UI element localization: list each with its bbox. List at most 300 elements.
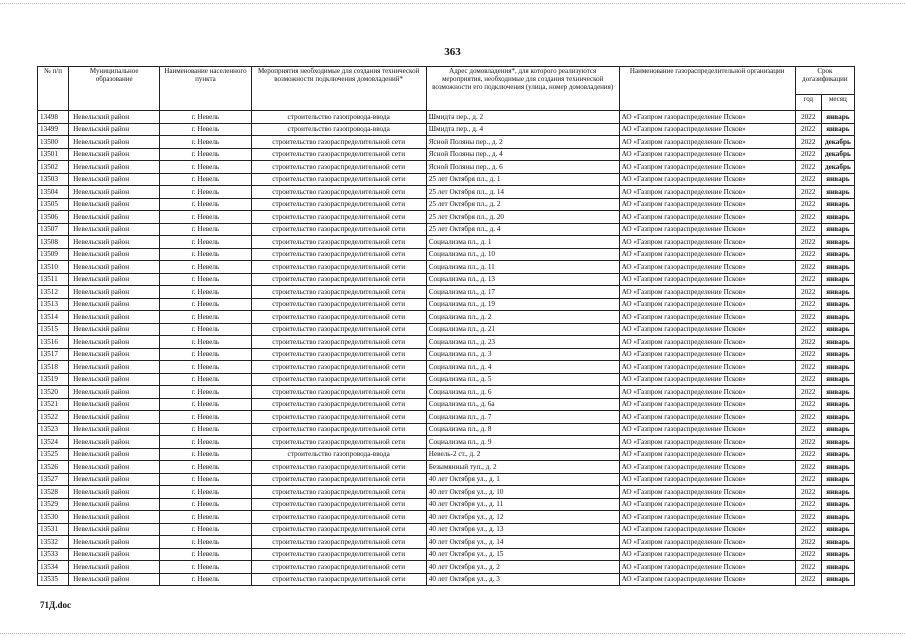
table-row	[38, 498, 855, 511]
row-number: 13532	[38, 536, 69, 549]
table-body	[38, 111, 855, 586]
row-number: 13523	[38, 423, 69, 436]
municipality-cell: Невельский район	[69, 423, 160, 436]
locality-cell: г. Невель	[160, 548, 251, 561]
row-number: 13517	[38, 348, 69, 361]
month-cell: январь	[821, 548, 854, 561]
municipality-cell: Невельский район	[69, 486, 160, 499]
address-cell: Социализма пл., д. 6	[426, 386, 619, 399]
table-row	[38, 361, 855, 374]
measure-cell: строительство газораспределительной сети	[251, 273, 426, 286]
measure-cell: строительство газораспределительной сети	[251, 561, 426, 574]
row-number: 13529	[38, 498, 69, 511]
locality-cell: г. Невель	[160, 286, 251, 299]
organization-cell: АО «Газпром газораспределение Псков»	[619, 411, 795, 424]
organization-cell: АО «Газпром газораспределение Псков»	[619, 311, 795, 324]
organization-cell: АО «Газпром газораспределение Псков»	[619, 136, 795, 149]
locality-cell: г. Невель	[160, 323, 251, 336]
address-cell: 25 лет Октября пл., д. 1	[426, 173, 619, 186]
organization-cell: АО «Газпром газораспределение Псков»	[619, 148, 795, 161]
year-cell: 2022	[795, 498, 821, 511]
locality-cell: г. Невель	[160, 436, 251, 449]
year-cell: 2022	[795, 411, 821, 424]
measure-cell: строительство газораспределительной сети	[251, 261, 426, 274]
locality-cell: г. Невель	[160, 461, 251, 474]
measure-cell: строительство газопровода-ввода	[251, 448, 426, 461]
scan-edge-top	[0, 3, 905, 5]
month-cell: январь	[821, 198, 854, 211]
year-cell: 2022	[795, 336, 821, 349]
row-number: 13516	[38, 336, 69, 349]
organization-cell: АО «Газпром газораспределение Псков»	[619, 448, 795, 461]
measure-cell: строительство газораспределительной сети	[251, 148, 426, 161]
municipality-cell: Невельский район	[69, 323, 160, 336]
month-cell: январь	[821, 173, 854, 186]
municipality-cell: Невельский район	[69, 123, 160, 136]
row-number: 13505	[38, 198, 69, 211]
row-number: 13511	[38, 273, 69, 286]
measure-cell: строительство газораспределительной сети	[251, 498, 426, 511]
measure-cell: строительство газораспределительной сети	[251, 236, 426, 249]
year-cell: 2022	[795, 448, 821, 461]
locality-cell: г. Невель	[160, 173, 251, 186]
table-row	[38, 286, 855, 299]
locality-cell: г. Невель	[160, 573, 251, 586]
month-cell: январь	[821, 211, 854, 224]
measure-cell: строительство газопровода-ввода	[251, 123, 426, 136]
month-cell: январь	[821, 386, 854, 399]
table-row	[38, 561, 855, 574]
table-row	[38, 173, 855, 186]
table-row	[38, 148, 855, 161]
month-cell: январь	[821, 336, 854, 349]
municipality-cell: Невельский район	[69, 548, 160, 561]
organization-cell: АО «Газпром газораспределение Псков»	[619, 536, 795, 549]
month-cell: январь	[821, 248, 854, 261]
row-number: 13533	[38, 548, 69, 561]
year-cell: 2022	[795, 386, 821, 399]
month-cell: январь	[821, 323, 854, 336]
locality-cell: г. Невель	[160, 523, 251, 536]
address-cell: Социализма пл., д. 23	[426, 336, 619, 349]
organization-cell: АО «Газпром газораспределение Псков»	[619, 236, 795, 249]
table-row	[38, 398, 855, 411]
year-cell: 2022	[795, 561, 821, 574]
locality-cell: г. Невель	[160, 423, 251, 436]
measure-cell: строительство газораспределительной сети	[251, 161, 426, 174]
measure-cell: строительство газораспределительной сети	[251, 198, 426, 211]
address-cell: Социализма пл., д. 13	[426, 273, 619, 286]
locality-cell: г. Невель	[160, 198, 251, 211]
locality-cell: г. Невель	[160, 336, 251, 349]
table-row	[38, 273, 855, 286]
locality-cell: г. Невель	[160, 111, 251, 124]
municipality-cell: Невельский район	[69, 173, 160, 186]
table-row	[38, 436, 855, 449]
locality-cell: г. Невель	[160, 361, 251, 374]
organization-cell: АО «Газпром газораспределение Псков»	[619, 461, 795, 474]
municipality-cell: Невельский район	[69, 411, 160, 424]
measure-cell: строительство газораспределительной сети	[251, 323, 426, 336]
header-org: Наименование газораспределительной организации	[619, 67, 795, 111]
month-cell: январь	[821, 448, 854, 461]
row-number: 13509	[38, 248, 69, 261]
locality-cell: г. Невель	[160, 311, 251, 324]
table-row	[38, 211, 855, 224]
municipality-cell: Невельский район	[69, 523, 160, 536]
row-number: 13520	[38, 386, 69, 399]
locality-cell: г. Невель	[160, 223, 251, 236]
row-number: 13508	[38, 236, 69, 249]
locality-cell: г. Невель	[160, 136, 251, 149]
row-number: 13519	[38, 373, 69, 386]
table-row	[38, 473, 855, 486]
organization-cell: АО «Газпром газораспределение Псков»	[619, 111, 795, 124]
table-row	[38, 236, 855, 249]
table-row	[38, 411, 855, 424]
measure-cell: строительство газораспределительной сети	[251, 523, 426, 536]
year-cell: 2022	[795, 136, 821, 149]
address-cell: Социализма пл., д. 17	[426, 286, 619, 299]
organization-cell: АО «Газпром газораспределение Псков»	[619, 261, 795, 274]
measure-cell: строительство газораспределительной сети	[251, 348, 426, 361]
organization-cell: АО «Газпром газораспределение Псков»	[619, 423, 795, 436]
locality-cell: г. Невель	[160, 561, 251, 574]
municipality-cell: Невельский район	[69, 373, 160, 386]
municipality-cell: Невельский район	[69, 398, 160, 411]
address-cell: Социализма пл., д. 4	[426, 361, 619, 374]
table-row	[38, 548, 855, 561]
organization-cell: АО «Газпром газораспределение Псков»	[619, 561, 795, 574]
measure-cell: строительство газораспределительной сети	[251, 136, 426, 149]
table-row	[38, 111, 855, 124]
month-cell: январь	[821, 123, 854, 136]
organization-cell: АО «Газпром газораспределение Псков»	[619, 198, 795, 211]
year-cell: 2022	[795, 523, 821, 536]
row-number: 13524	[38, 436, 69, 449]
month-cell: январь	[821, 373, 854, 386]
year-cell: 2022	[795, 511, 821, 524]
municipality-cell: Невельский район	[69, 573, 160, 586]
municipality-cell: Невельский район	[69, 211, 160, 224]
year-cell: 2022	[795, 161, 821, 174]
year-cell: 2022	[795, 311, 821, 324]
municipality-cell: Невельский район	[69, 223, 160, 236]
organization-cell: АО «Газпром газораспределение Псков»	[619, 273, 795, 286]
year-cell: 2022	[795, 536, 821, 549]
year-cell: 2022	[795, 223, 821, 236]
measure-cell: строительство газораспределительной сети	[251, 173, 426, 186]
locality-cell: г. Невель	[160, 236, 251, 249]
month-cell: январь	[821, 486, 854, 499]
municipality-cell: Невельский район	[69, 498, 160, 511]
table-row	[38, 523, 855, 536]
month-cell: январь	[821, 186, 854, 199]
address-cell: Социализма пл., д. 10	[426, 248, 619, 261]
address-cell: 40 лет Октября ул., д. 2	[426, 561, 619, 574]
organization-cell: АО «Газпром газораспределение Псков»	[619, 161, 795, 174]
page-number: 363	[444, 46, 461, 58]
month-cell: январь	[821, 561, 854, 574]
month-cell: январь	[821, 411, 854, 424]
measure-cell: строительство газораспределительной сети	[251, 311, 426, 324]
row-number: 13526	[38, 461, 69, 474]
row-number: 13504	[38, 186, 69, 199]
month-cell: январь	[821, 223, 854, 236]
row-number: 13510	[38, 261, 69, 274]
footer-filename: 71Д.doc	[40, 600, 71, 610]
municipality-cell: Невельский район	[69, 198, 160, 211]
municipality-cell: Невельский район	[69, 473, 160, 486]
locality-cell: г. Невель	[160, 386, 251, 399]
row-number: 13512	[38, 286, 69, 299]
month-cell: январь	[821, 273, 854, 286]
month-cell: январь	[821, 286, 854, 299]
municipality-cell: Невельский район	[69, 461, 160, 474]
organization-cell: АО «Газпром газораспределение Псков»	[619, 523, 795, 536]
header-municipality: Муниципальное образование	[69, 67, 160, 111]
measure-cell: строительство газораспределительной сети	[251, 361, 426, 374]
row-number: 13514	[38, 311, 69, 324]
address-cell: 40 лет Октября ул., д. 1	[426, 473, 619, 486]
organization-cell: АО «Газпром газораспределение Псков»	[619, 286, 795, 299]
month-cell: январь	[821, 111, 854, 124]
month-cell: январь	[821, 348, 854, 361]
organization-cell: АО «Газпром газораспределение Псков»	[619, 436, 795, 449]
municipality-cell: Невельский район	[69, 386, 160, 399]
month-cell: декабрь	[821, 148, 854, 161]
year-cell: 2022	[795, 361, 821, 374]
table-row	[38, 198, 855, 211]
measure-cell: строительство газопровода-ввода	[251, 111, 426, 124]
measure-cell: строительство газораспределительной сети	[251, 511, 426, 524]
municipality-cell: Невельский район	[69, 348, 160, 361]
table-row	[38, 486, 855, 499]
table-row	[38, 223, 855, 236]
measure-cell: строительство газораспределительной сети	[251, 423, 426, 436]
row-number: 13513	[38, 298, 69, 311]
locality-cell: г. Невель	[160, 161, 251, 174]
address-cell: Социализма пл., д. 6а	[426, 398, 619, 411]
municipality-cell: Невельский район	[69, 186, 160, 199]
measure-cell: строительство газораспределительной сети	[251, 436, 426, 449]
month-cell: январь	[821, 461, 854, 474]
locality-cell: г. Невель	[160, 398, 251, 411]
organization-cell: АО «Газпром газораспределение Псков»	[619, 223, 795, 236]
measure-cell: строительство газораспределительной сети	[251, 548, 426, 561]
municipality-cell: Невельский район	[69, 511, 160, 524]
organization-cell: АО «Газпром газораспределение Псков»	[619, 248, 795, 261]
row-number: 13527	[38, 473, 69, 486]
header-term: Срок догазификации	[795, 67, 854, 95]
header-num: № п/п	[38, 67, 69, 111]
address-cell: Социализма пл., д. 11	[426, 261, 619, 274]
measure-cell: строительство газораспределительной сети	[251, 573, 426, 586]
table-row	[38, 423, 855, 436]
address-cell: 40 лет Октября ул., д. 3	[426, 573, 619, 586]
table-row	[38, 348, 855, 361]
table-row	[38, 336, 855, 349]
year-cell: 2022	[795, 348, 821, 361]
month-cell: январь	[821, 423, 854, 436]
measure-cell: строительство газораспределительной сети	[251, 486, 426, 499]
measure-cell: строительство газораспределительной сети	[251, 223, 426, 236]
table-row	[38, 311, 855, 324]
row-number: 13521	[38, 398, 69, 411]
locality-cell: г. Невель	[160, 536, 251, 549]
month-cell: январь	[821, 298, 854, 311]
row-number: 13502	[38, 161, 69, 174]
month-cell: январь	[821, 361, 854, 374]
row-number: 13522	[38, 411, 69, 424]
address-cell: 40 лет Октября ул., д. 13	[426, 523, 619, 536]
organization-cell: АО «Газпром газораспределение Псков»	[619, 548, 795, 561]
municipality-cell: Невельский район	[69, 136, 160, 149]
organization-cell: АО «Газпром газораспределение Псков»	[619, 173, 795, 186]
row-number: 13531	[38, 523, 69, 536]
year-cell: 2022	[795, 423, 821, 436]
year-cell: 2022	[795, 211, 821, 224]
month-cell: декабрь	[821, 161, 854, 174]
municipality-cell: Невельский район	[69, 111, 160, 124]
year-cell: 2022	[795, 261, 821, 274]
row-number: 13501	[38, 148, 69, 161]
year-cell: 2022	[795, 486, 821, 499]
organization-cell: АО «Газпром газораспределение Псков»	[619, 498, 795, 511]
row-number: 13534	[38, 561, 69, 574]
row-number: 13499	[38, 123, 69, 136]
organization-cell: АО «Газпром газораспределение Псков»	[619, 348, 795, 361]
locality-cell: г. Невель	[160, 248, 251, 261]
table-row	[38, 448, 855, 461]
year-cell: 2022	[795, 398, 821, 411]
measure-cell: строительство газораспределительной сети	[251, 211, 426, 224]
address-cell: Социализма пл., д. 9	[426, 436, 619, 449]
address-cell: Социализма пл., д. 2	[426, 311, 619, 324]
municipality-cell: Невельский район	[69, 361, 160, 374]
month-cell: январь	[821, 511, 854, 524]
organization-cell: АО «Газпром газораспределение Псков»	[619, 336, 795, 349]
measure-cell: строительство газораспределительной сети	[251, 536, 426, 549]
year-cell: 2022	[795, 248, 821, 261]
organization-cell: АО «Газпром газораспределение Псков»	[619, 573, 795, 586]
organization-cell: АО «Газпром газораспределение Псков»	[619, 211, 795, 224]
address-cell: Социализма пл., д. 1	[426, 236, 619, 249]
municipality-cell: Невельский район	[69, 236, 160, 249]
gasification-table	[37, 66, 855, 586]
year-cell: 2022	[795, 548, 821, 561]
locality-cell: г. Невель	[160, 148, 251, 161]
address-cell: 40 лет Октября ул., д. 15	[426, 548, 619, 561]
locality-cell: г. Невель	[160, 411, 251, 424]
municipality-cell: Невельский район	[69, 273, 160, 286]
address-cell: Ясной Поляны пер., д. 2	[426, 136, 619, 149]
measure-cell: строительство газораспределительной сети	[251, 473, 426, 486]
locality-cell: г. Невель	[160, 511, 251, 524]
table-row	[38, 136, 855, 149]
row-number: 13528	[38, 486, 69, 499]
organization-cell: АО «Газпром газораспределение Псков»	[619, 398, 795, 411]
organization-cell: АО «Газпром газораспределение Псков»	[619, 186, 795, 199]
measure-cell: строительство газораспределительной сети	[251, 411, 426, 424]
address-cell: 40 лет Октября ул., д. 11	[426, 498, 619, 511]
organization-cell: АО «Газпром газораспределение Псков»	[619, 511, 795, 524]
header-year: год	[795, 95, 821, 111]
locality-cell: г. Невель	[160, 486, 251, 499]
address-cell: Социализма пл., д. 7	[426, 411, 619, 424]
row-number: 13503	[38, 173, 69, 186]
organization-cell: АО «Газпром газораспределение Псков»	[619, 123, 795, 136]
locality-cell: г. Невель	[160, 261, 251, 274]
locality-cell: г. Невель	[160, 211, 251, 224]
year-cell: 2022	[795, 573, 821, 586]
row-number: 13498	[38, 111, 69, 124]
address-cell: Шмидта пер., д. 2	[426, 111, 619, 124]
municipality-cell: Невельский район	[69, 536, 160, 549]
row-number: 13500	[38, 136, 69, 149]
table-row	[38, 373, 855, 386]
year-cell: 2022	[795, 236, 821, 249]
address-cell: 25 лет Октября пл., д. 14	[426, 186, 619, 199]
table-row	[38, 573, 855, 586]
address-cell: Безымянный туп., д. 2	[426, 461, 619, 474]
table-row	[38, 123, 855, 136]
row-number: 13535	[38, 573, 69, 586]
month-cell: январь	[821, 311, 854, 324]
month-cell: январь	[821, 436, 854, 449]
table-row	[38, 461, 855, 474]
header-locality: Наименование населенного пункта	[160, 67, 251, 111]
locality-cell: г. Невель	[160, 473, 251, 486]
address-cell: 25 лет Октября пл., д. 2	[426, 198, 619, 211]
address-cell: 25 лет Октября пл., д. 4	[426, 223, 619, 236]
scan-edge-bottom	[0, 633, 905, 635]
municipality-cell: Невельский район	[69, 336, 160, 349]
table-row	[38, 161, 855, 174]
month-cell: январь	[821, 398, 854, 411]
locality-cell: г. Невель	[160, 373, 251, 386]
table-row	[38, 248, 855, 261]
municipality-cell: Невельский район	[69, 161, 160, 174]
organization-cell: АО «Газпром газораспределение Псков»	[619, 361, 795, 374]
address-cell: Ясной Поляны пер., д. 4	[426, 148, 619, 161]
year-cell: 2022	[795, 461, 821, 474]
month-cell: январь	[821, 261, 854, 274]
row-number: 13507	[38, 223, 69, 236]
municipality-cell: Невельский район	[69, 248, 160, 261]
year-cell: 2022	[795, 186, 821, 199]
locality-cell: г. Невель	[160, 498, 251, 511]
table-row	[38, 298, 855, 311]
locality-cell: г. Невель	[160, 348, 251, 361]
month-cell: январь	[821, 236, 854, 249]
year-cell: 2022	[795, 373, 821, 386]
measure-cell: строительство газораспределительной сети	[251, 398, 426, 411]
year-cell: 2022	[795, 111, 821, 124]
address-cell: Шмидта пер., д. 4	[426, 123, 619, 136]
address-cell: Социализма пл., д. 8	[426, 423, 619, 436]
address-cell: 25 лет Октября пл., д. 20	[426, 211, 619, 224]
year-cell: 2022	[795, 148, 821, 161]
municipality-cell: Невельский район	[69, 561, 160, 574]
table-row	[38, 186, 855, 199]
measure-cell: строительство газораспределительной сети	[251, 298, 426, 311]
month-cell: январь	[821, 523, 854, 536]
address-cell: Социализма пл., д. 5	[426, 373, 619, 386]
address-cell: Социализма пл., д. 21	[426, 323, 619, 336]
organization-cell: АО «Газпром газораспределение Псков»	[619, 323, 795, 336]
measure-cell: строительство газораспределительной сети	[251, 286, 426, 299]
